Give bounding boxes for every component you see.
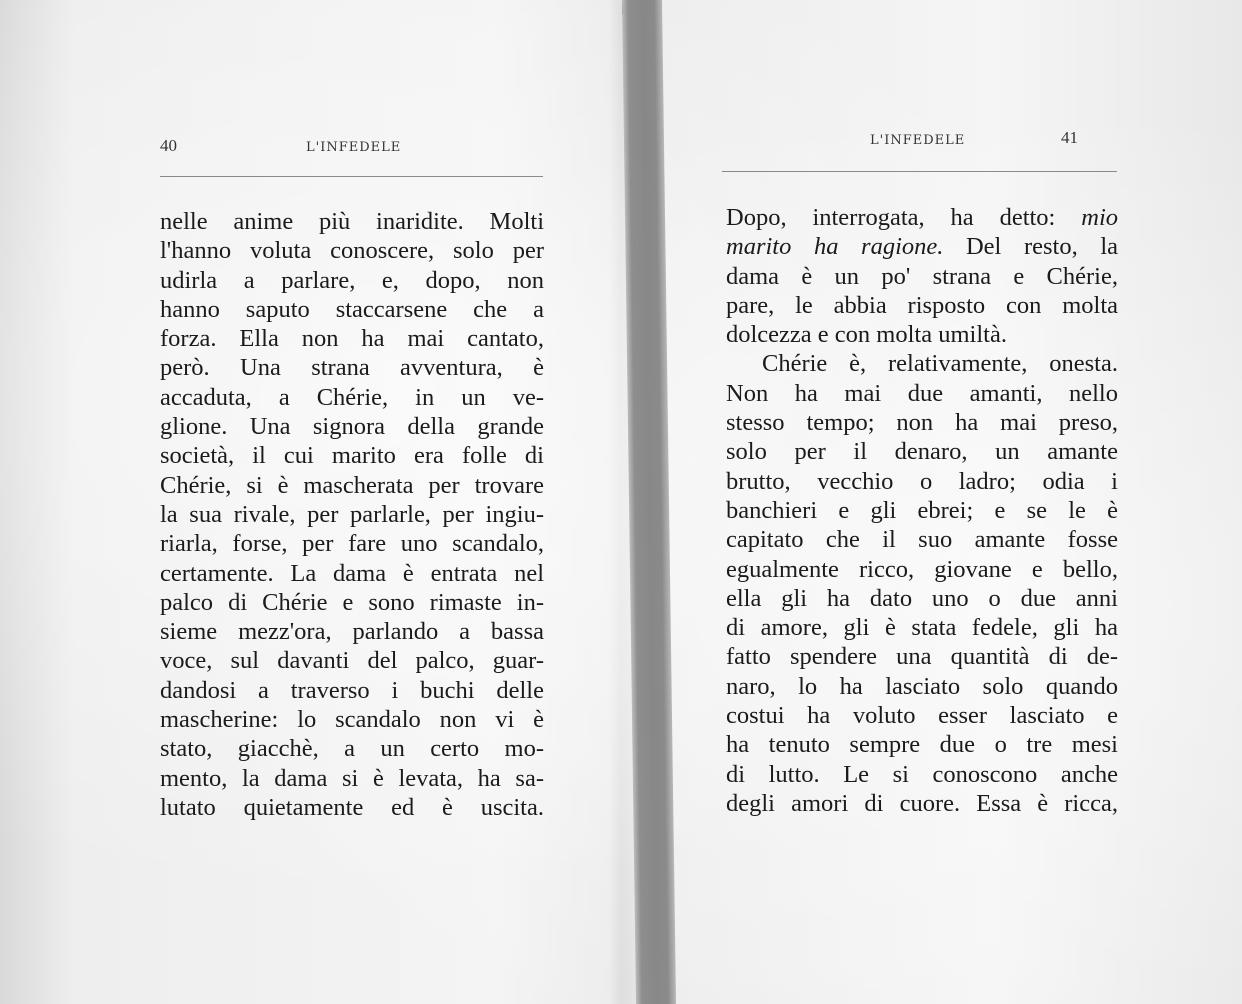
running-head-right: L'INFEDELE — [870, 133, 966, 148]
text-line: fatto spendere una quantità di de- — [726, 643, 1118, 671]
text-line: la sua rivale, per parlarle, per ingiu- — [160, 500, 544, 528]
text-line: però. Una strana avventura, è — [160, 354, 544, 382]
text-line: lutato quietamente ed è uscita. — [160, 793, 544, 821]
text-line: hanno saputo staccarsene che a — [160, 295, 544, 323]
text-line: riarla, forse, per fare uno scandalo, — [160, 530, 544, 558]
text-line: l'hanno voluta conoscere, solo per — [160, 237, 544, 265]
text-line: di amore, gli è stata fedele, gli ha — [726, 614, 1118, 642]
text-line: palco di Chérie e sono rimaste in- — [160, 588, 544, 616]
text-line: pare, le abbia risposto con molta — [726, 291, 1118, 319]
text-line: Chérie, si è mascherata per trovare — [160, 471, 544, 499]
text-line: società, il cui marito era folle di — [160, 442, 544, 470]
text-line: udirla a parlare, e, dopo, non — [160, 266, 544, 294]
text-line: capitato che il suo amante fosse — [726, 526, 1118, 554]
page-number-left: 40 — [160, 136, 177, 155]
text-line: mascherine: lo scandalo non vi è — [160, 706, 544, 734]
text-line: ella gli ha dato uno o due anni — [726, 584, 1118, 612]
text-line: nelle anime più inaridite. Molti — [160, 208, 544, 235]
left-page-body — [160, 207, 544, 822]
running-head-left: L'INFEDELE — [306, 140, 402, 155]
text-run: Dopo, interrogata, ha detto: — [726, 204, 1082, 231]
header-rule-left — [160, 176, 543, 177]
text-line: stato, giacchè, a un certo mo- — [160, 735, 544, 763]
text-line: costui ha voluto esser lasciato e — [726, 702, 1118, 730]
text-line: sieme mezz'ora, parlando a bassa — [160, 618, 544, 646]
text-line: forza. Ella non ha mai cantato, — [160, 325, 544, 353]
text-line: dama è un po' strana e Chérie, — [726, 262, 1118, 290]
text-line: degli amori di cuore. Essa è ricca, — [726, 789, 1118, 817]
text-line: Non ha mai due amanti, nello — [726, 379, 1118, 407]
text-line: glione. Una signora della grande — [160, 413, 544, 441]
text-line: voce, sul davanti del palco, guar- — [160, 647, 544, 675]
text-line: dandosi a traverso i buchi delle — [160, 676, 544, 704]
text-line: Chérie è, relativamente, onesta. — [762, 350, 1118, 378]
text-line: dolcezza e con molta umiltà. — [726, 321, 1007, 349]
right-page-body — [726, 203, 1118, 818]
header-rule-right — [722, 171, 1117, 172]
italic-text: mio — [1081, 204, 1118, 231]
text-line — [726, 203, 1118, 232]
text-line: banchieri e gli ebrei; e se le è — [726, 496, 1118, 524]
text-line: solo per il denaro, un amante — [726, 438, 1118, 466]
page-number-right: 41 — [1061, 128, 1078, 147]
text-line: accaduta, a Chérie, in un ve- — [160, 383, 544, 411]
text-line — [726, 232, 1118, 261]
right-page — [662, 0, 1242, 1004]
text-line: certamente. La dama è entrata nel — [160, 559, 544, 587]
text-line: brutto, vecchio o ladro; odia i — [726, 467, 1118, 495]
text-line: egualmente ricco, giovane e bello, — [726, 555, 1118, 583]
text-line: stesso tempo; non ha mai preso, — [726, 409, 1118, 437]
text-line: di lutto. Le si conoscono anche — [726, 760, 1118, 788]
text-run: Del resto, la — [943, 233, 1118, 261]
text-line: naro, lo ha lasciato solo quando — [726, 672, 1118, 700]
italic-text: marito ha ragione. — [726, 233, 944, 261]
text-line: mento, la dama si è levata, ha sa- — [160, 764, 544, 792]
text-line: ha tenuto sempre due o tre mesi — [726, 731, 1118, 759]
